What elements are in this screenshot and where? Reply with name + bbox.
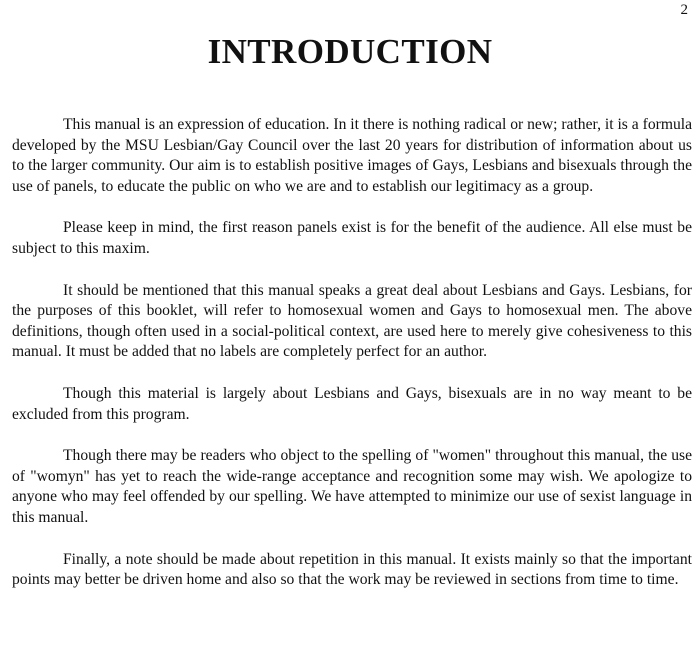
- paragraph-definitions: It should be mentioned that this manual speaks a great deal about Lesbians and Gays. Lesbians, for the purposes of this booklet, will refer to homosexual women and Gays to homosexual men. The above definitions, though often used in a social-political context, are used here to merely give cohesiveness to this manual. It must be added that no labels are completely perfect for an author.: [12, 281, 692, 361]
- paragraph-repetition: Finally, a note should be made about repetition in this manual. It exists mainly so that the important points may better be driven home and also so that the work may be reviewed in sections from time to time.: [12, 550, 692, 589]
- paragraph-spelling: Though there may be readers who object to the spelling of "women" throughout this manual, the use of "womyn" has yet to reach the wide-range acceptance and recognition some may wish. We apologize to anyone who may feel offended by our spelling. We have attempted to minimize our use of sexist language in this manual.: [12, 447, 692, 526]
- paragraph-intro: This manual is an expression of education. In it there is nothing radical or new; rather, it is a formula developed by the MSU Lesbian/Gay Council over the last 20 years for distribution of information about us to the larger community. Our aim is to establish positive images of Gays, Lesbians and bisexuals through the use of panels, to educate the public on who we are and to establish our legitimacy as a group.: [12, 116, 692, 195]
- page-number: 2: [680, 2, 688, 18]
- body-text: [12, 115, 692, 591]
- paragraph-audience: Please keep in mind, the first reason panels exist is for the benefit of the audience. All else must be subject to this maxim.: [12, 219, 692, 257]
- page-title: INTRODUCTION: [207, 32, 493, 71]
- paragraph-bisexuals: Though this material is largely about Lesbians and Gays, bisexuals are in no way meant to be excluded from this program.: [12, 384, 692, 423]
